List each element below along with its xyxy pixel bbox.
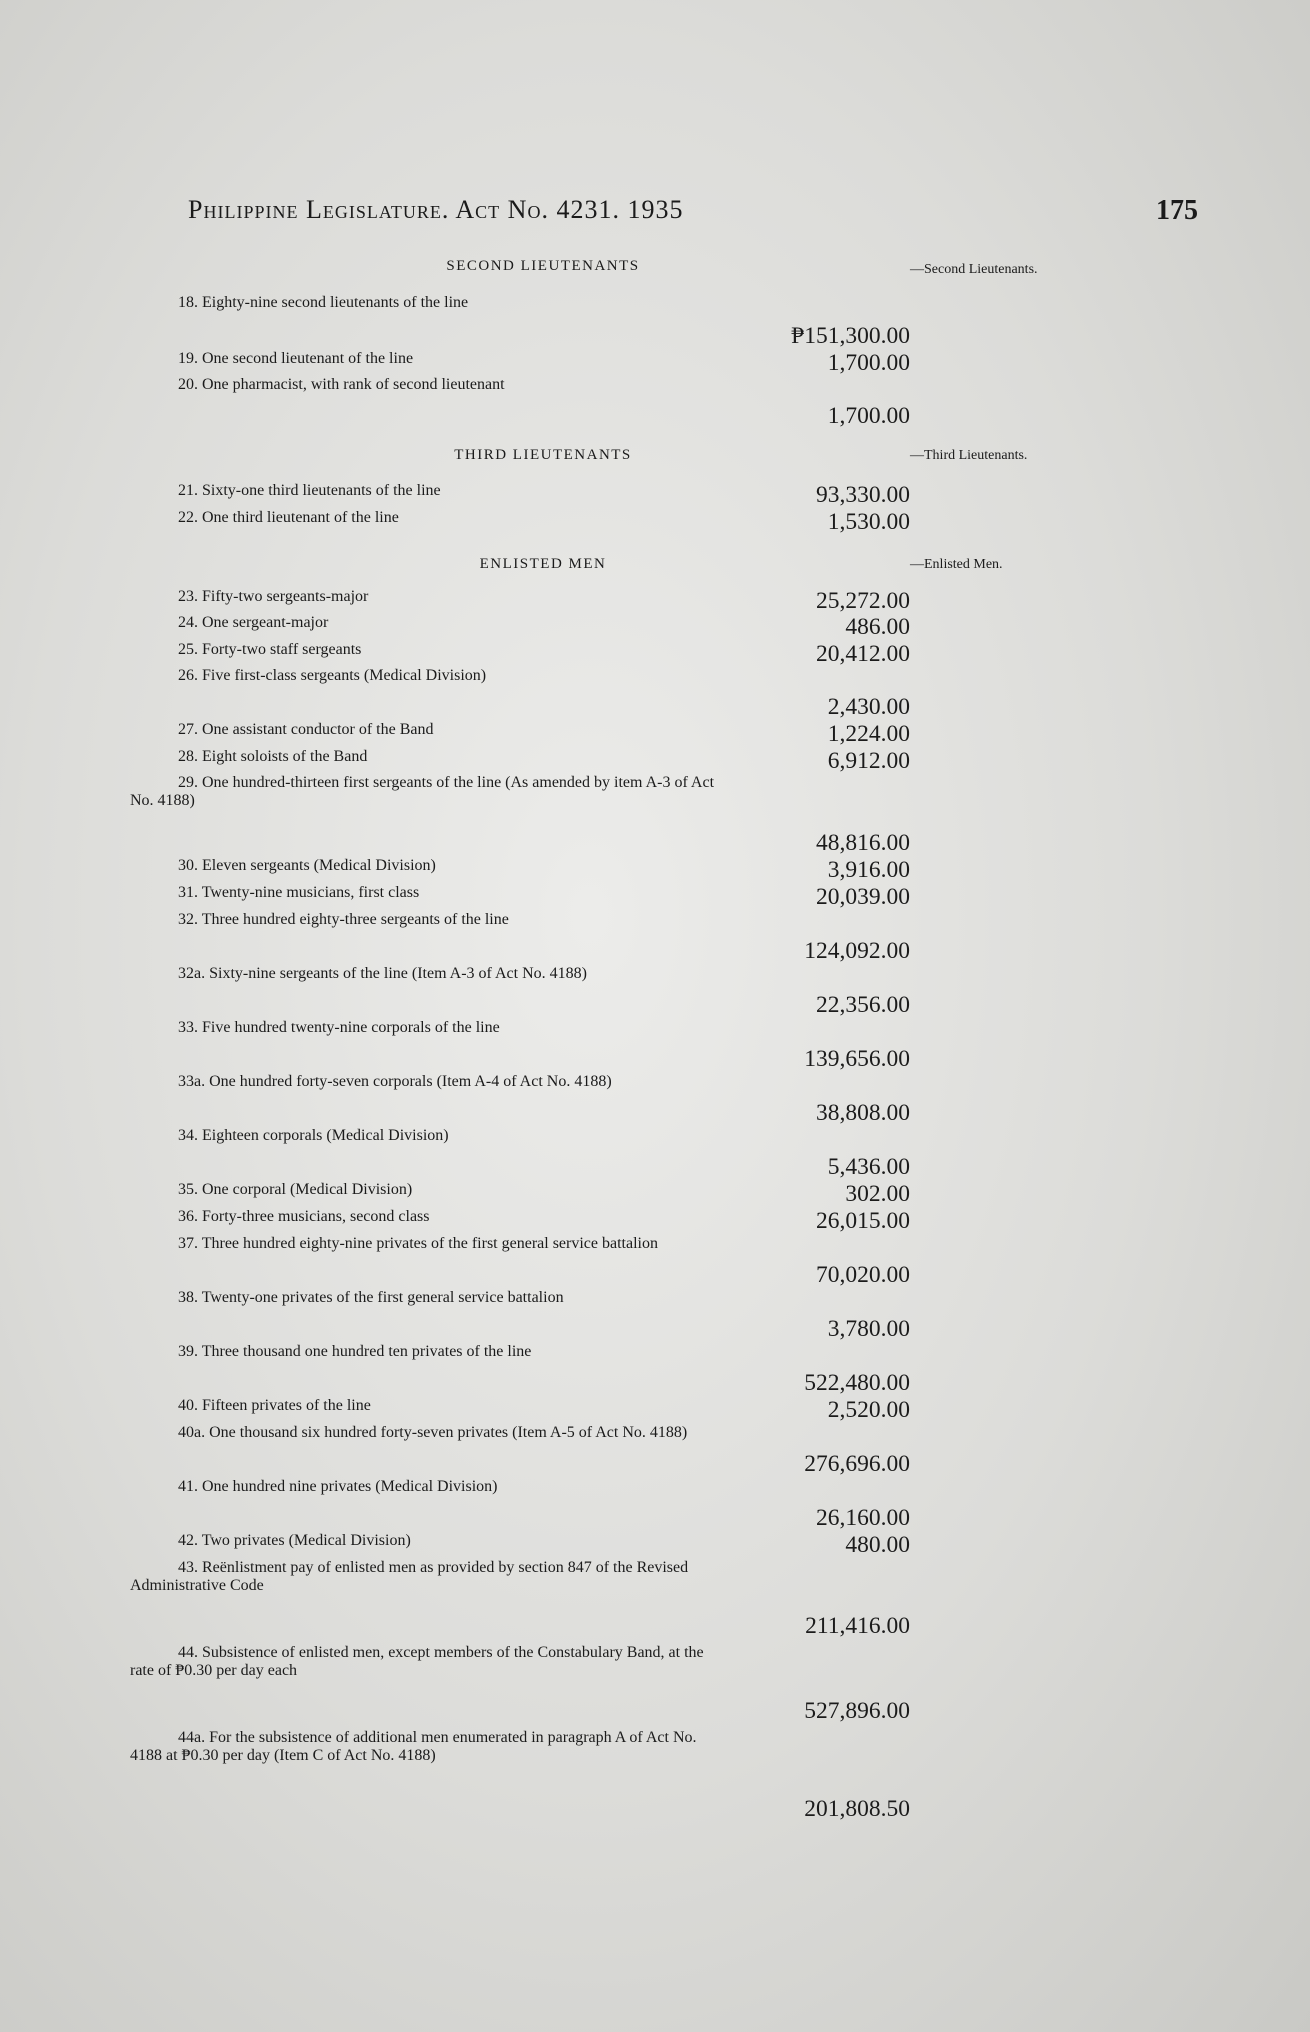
item-amount: 5,436.00	[827, 1154, 910, 1180]
list-item: 23. Fifty-two sergeants-major	[178, 588, 369, 605]
list-item: 30. Eleven sergeants (Medical Division)	[178, 857, 436, 874]
item-amount: 38,808.00	[816, 1100, 910, 1126]
item-amount: 2,520.00	[827, 1397, 910, 1423]
item-amount: 486.00	[845, 614, 910, 640]
list-item: 37. Three hundred eighty-nine privates of the first general service battalion	[178, 1235, 658, 1252]
list-item: 21. Sixty-one third lieutenants of the line	[178, 482, 441, 499]
list-item: 33. Five hundred twenty-nine corporals of the line	[178, 1019, 500, 1036]
list-item: 24. One sergeant-major	[178, 614, 329, 631]
item-amount: 211,416.00	[805, 1613, 910, 1639]
sidenote-third-lieutenants: —Third Lieutenants.	[910, 448, 1028, 463]
item-amount: 480.00	[845, 1532, 910, 1558]
item-amount: 124,092.00	[804, 938, 910, 964]
list-item: 34. Eighteen corporals (Medical Division)	[178, 1127, 449, 1144]
item-amount: 22,356.00	[816, 992, 910, 1018]
list-item: 32a. Sixty-nine sergeants of the line (Item A-3 of Act No. 4188)	[178, 965, 587, 982]
section-heading-enlisted-men: ENLISTED MEN	[479, 556, 607, 572]
list-item: 28. Eight soloists of the Band	[178, 748, 368, 765]
item-amount: 1,530.00	[827, 509, 910, 535]
list-item: 44. Subsistence of enlisted men, except members of the Constabulary Band, at the rate of ₱0.30 per day each	[130, 1644, 704, 1679]
list-item: 43. Reënlistment pay of enlisted men as provided by section 847 of the Revised Administrative Code	[130, 1559, 689, 1594]
list-item: 33a. One hundred forty-seven corporals (Item A-4 of Act No. 4188)	[178, 1073, 612, 1090]
item-amount: 1,700.00	[827, 350, 910, 376]
list-item: 42. Two privates (Medical Division)	[178, 1532, 411, 1549]
list-item: 35. One corporal (Medical Division)	[178, 1181, 413, 1198]
item-amount: 527,896.00	[804, 1698, 910, 1724]
list-item: 27. One assistant conductor of the Band	[178, 721, 434, 738]
list-item: 25. Forty-two staff sergeants	[178, 641, 362, 658]
item-amount: 6,912.00	[827, 748, 910, 774]
list-item: 18. Eighty-nine second lieutenants of the line	[178, 294, 469, 311]
list-item: 26. Five first-class sergeants (Medical Division)	[178, 667, 487, 684]
item-amount: 3,916.00	[827, 857, 910, 883]
list-item: 32. Three hundred eighty-three sergeants of the line	[178, 911, 509, 928]
running-title: Philippine Legislature. Act No. 4231. 1935	[188, 195, 684, 224]
item-amount: 1,224.00	[827, 721, 910, 747]
page-header	[188, 195, 1198, 235]
list-item: 31. Twenty-nine musicians, first class	[178, 884, 420, 901]
list-item: 20. One pharmacist, with rank of second lieutenant	[178, 376, 505, 393]
item-amount: 201,808.50	[804, 1796, 910, 1822]
sidenote-second-lieutenants: —Second Lieutenants.	[910, 262, 1038, 277]
item-amount: 3,780.00	[827, 1316, 910, 1342]
list-item: 41. One hundred nine privates (Medical Division)	[178, 1478, 498, 1495]
list-item: 29. One hundred-thirteen first sergeants of the line (As amended by item A-3 of Act No. 4188)	[130, 774, 715, 809]
list-item: 39. Three thousand one hundred ten privates of the line	[178, 1343, 532, 1360]
item-amount: 93,330.00	[816, 482, 910, 508]
item-amount: 48,816.00	[816, 830, 910, 856]
list-item: 22. One third lieutenant of the line	[178, 509, 399, 526]
item-amount: ₱151,300.00	[791, 323, 910, 349]
list-item: 40a. One thousand six hundred forty-seven privates (Item A-5 of Act No. 4188)	[178, 1424, 688, 1441]
item-amount: 26,160.00	[816, 1505, 910, 1531]
item-amount: 70,020.00	[816, 1262, 910, 1288]
item-amount: 1,700.00	[827, 403, 910, 429]
item-amount: 25,272.00	[816, 588, 910, 614]
item-amount: 26,015.00	[816, 1208, 910, 1234]
item-amount: 20,039.00	[816, 884, 910, 910]
item-amount: 522,480.00	[804, 1370, 910, 1396]
list-item: 36. Forty-three musicians, second class	[178, 1208, 430, 1225]
item-amount: 302.00	[845, 1181, 910, 1207]
list-item: 19. One second lieutenant of the line	[178, 350, 414, 367]
item-amount: 20,412.00	[816, 641, 910, 667]
item-amount: 276,696.00	[804, 1451, 910, 1477]
section-heading-third-lieutenants: THIRD LIEUTENANTS	[454, 447, 632, 463]
item-amount: 2,430.00	[827, 694, 910, 720]
page-number: 175	[1156, 195, 1198, 226]
list-item: 40. Fifteen privates of the line	[178, 1397, 371, 1414]
list-item: 44a. For the subsistence of additional men enumerated in paragraph A of Act No. 4188 at ₱0.30 per day (Item C of Act No. 4188)	[130, 1729, 697, 1764]
section-heading-second-lieutenants: SECOND LIEUTENANTS	[446, 258, 640, 274]
list-item: 38. Twenty-one privates of the first general service battalion	[178, 1289, 564, 1306]
item-amount: 139,656.00	[804, 1046, 910, 1072]
sidenote-enlisted-men: —Enlisted Men.	[910, 557, 1003, 572]
